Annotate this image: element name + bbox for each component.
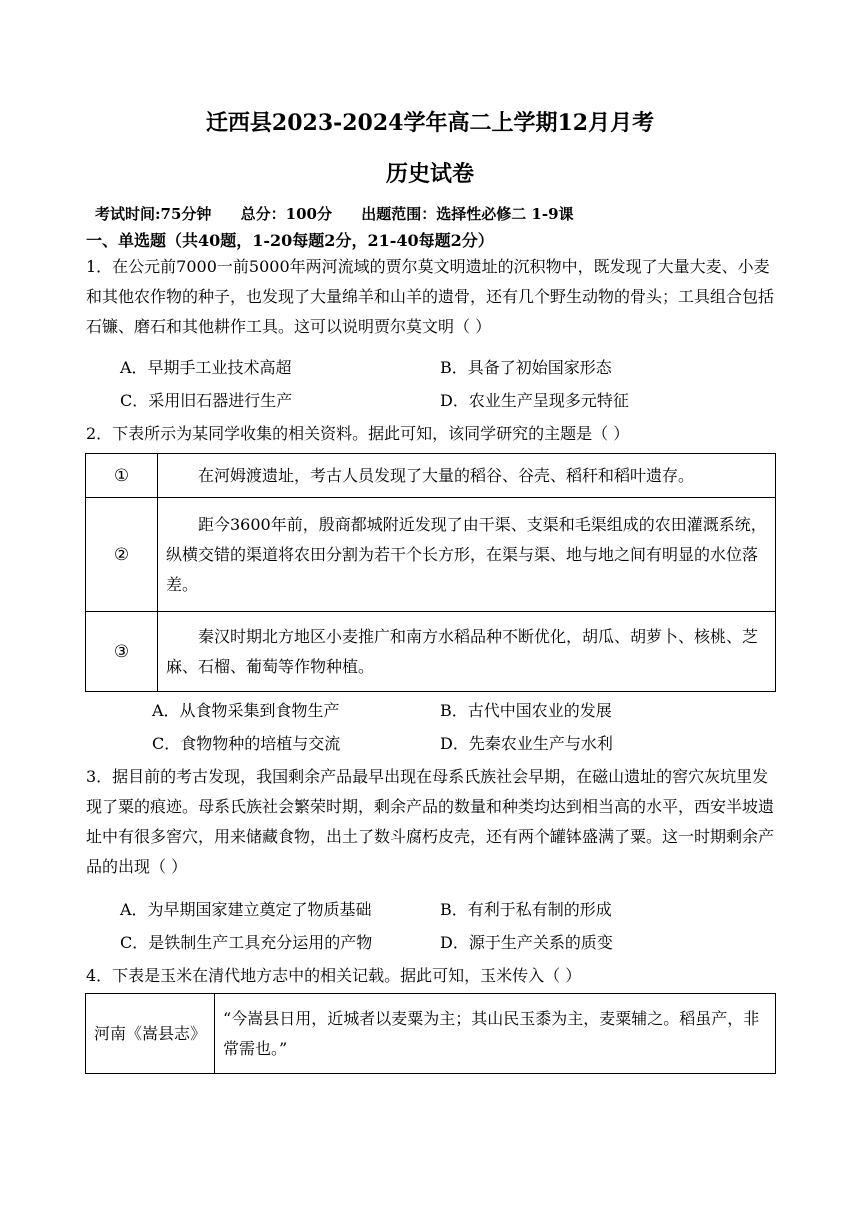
question-2-option-c: C．食物物种的培植与交流 [152, 734, 341, 753]
question-3-stem: 3．据目前的考古发现，我国剩余产品最早出现在母系氏族社会早期，在磁山遗址的窖穴灰坑里发现了粟的痕迹。母系氏族社会繁荣时期，剩余产品的数量和种类均达到相当高的水平，西安半坡遗址中有很多窖穴，用来储藏食物，出土了数斗腐朽皮壳，还有两个罐钵盛满了粟。这一时期剩余产品的出现（ ） [86, 767, 775, 876]
record-source: 河南《嵩县志》 [86, 994, 215, 1074]
table-row [86, 498, 776, 612]
row-text: 距今3600年前，殷商都城附近发现了由干渠、支渠和毛渠组成的农田灌溉系统，纵横交错的渠道将农田分割为若干个长方形，在渠与渠、地与地之间有明显的水位落差。 [158, 498, 776, 612]
question-1-stem: 1．在公元前7000一前5000年两河流域的贾尔莫文明遗址的沉积物中，既发现了大量大麦、小麦和其他农作物的种子，也发现了大量绵羊和山羊的遗骨，还有几个野生动物的骨头；工具组合包括石镰、磨石和其他耕作工具。这可以说明贾尔莫文明（ ） [86, 257, 775, 336]
question-4-stem: 4．下表是玉米在清代地方志中的相关记载。据此可知，玉米传入（ ） [86, 966, 582, 985]
question-2-options [152, 694, 802, 760]
exam-title: 迁西县2023-2024学年高二上学期12月月考 [205, 110, 655, 136]
table-row [86, 454, 776, 498]
section-heading: 一、单选题（共40题，1-20每题2分，21-40每题2分） [86, 231, 494, 250]
exam-meta [95, 203, 598, 224]
exam-score: 总分：100分 [240, 205, 332, 223]
table-row [86, 612, 776, 692]
question-2-option-a: A．从食物采集到食物生产 [152, 701, 340, 720]
question-1-option-d: D．农业生产呈现多元特征 [440, 391, 629, 410]
row-number: ② [86, 498, 158, 612]
exam-subtitle: 历史试卷 [385, 161, 474, 187]
question-2-option-b: B．古代中国农业的发展 [440, 701, 612, 720]
question-3-option-c: C．是铁制生产工具充分运用的产物 [120, 933, 373, 952]
record-text: “今嵩县日用，近城者以麦粟为主；其山民玉黍为主，麦粟辅之。稻虽产，非常需也。” [215, 994, 776, 1074]
question-1-option-b: B．具备了初始国家形态 [440, 358, 612, 377]
question-2-stem: 2．下表所示为某同学收集的相关资料。据此可知，该同学研究的主题是（ ） [86, 424, 630, 443]
question-2-option-d: D．先秦农业生产与水利 [440, 734, 613, 753]
question-4-table [85, 993, 776, 1074]
exam-time: 考试时间:75分钟 [95, 205, 212, 223]
table-row [86, 994, 776, 1074]
question-1-option-a: A．早期手工业技术高超 [120, 358, 292, 377]
row-text: 在河姆渡遗址，考古人员发现了大量的稻谷、谷壳、稻秆和稻叶遗存。 [158, 454, 776, 498]
question-3-option-a: A．为早期国家建立奠定了物质基础 [120, 900, 372, 919]
question-3-options [120, 893, 770, 959]
question-3-option-b: B．有利于私有制的形成 [440, 900, 612, 919]
question-2-table [85, 453, 776, 692]
exam-scope: 出题范围：选择性必修二 1-9课 [361, 205, 574, 223]
row-number: ① [86, 454, 158, 498]
row-text: 秦汉时期北方地区小麦推广和南方水稻品种不断优化，胡瓜、胡萝卜、核桃、芝麻、石榴、葡萄等作物种植。 [158, 612, 776, 692]
question-3-option-d: D．源于生产关系的质变 [440, 933, 613, 952]
question-1-options [120, 351, 770, 417]
question-1-option-c: C．采用旧石器进行生产 [120, 391, 293, 410]
row-number: ③ [86, 612, 158, 692]
